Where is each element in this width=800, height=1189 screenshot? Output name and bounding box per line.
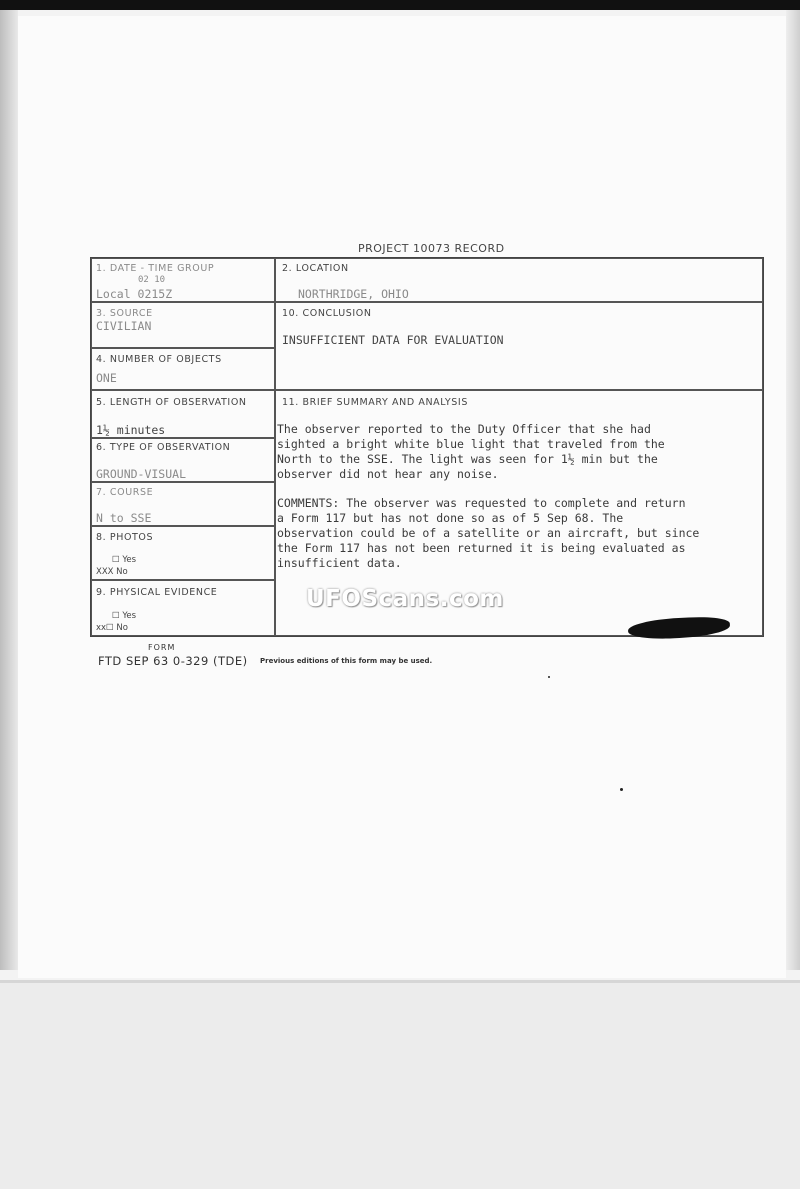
number-of-objects-value: ONE: [96, 371, 117, 385]
record-form: [90, 257, 764, 637]
date-time-group-value-1: 02 10: [138, 275, 166, 285]
conclusion-cell: [275, 302, 763, 390]
length-of-observation-cell: [91, 390, 275, 438]
scan-right-edge: [786, 10, 800, 970]
summary-paragraph: The observer reported to the Duty Officer that she had sighted a bright white blue light that traveled from the North to the SSE. The light was seen for 1½ min but the observer did not hear any noise.: [277, 422, 665, 481]
scan-speck: [620, 788, 623, 791]
source-label: 3. SOURCE: [96, 308, 153, 319]
photos-cell: [91, 526, 275, 580]
conclusion-value: INSUFFICIENT DATA FOR EVALUATION: [282, 333, 504, 347]
date-time-group-value-2: Local 0215Z: [96, 287, 173, 301]
footer-form-word: FORM: [148, 643, 176, 652]
summary-label: 11. BRIEF SUMMARY AND ANALYSIS: [282, 397, 468, 408]
physical-evidence-cell: [91, 580, 275, 636]
location-value: NORTHRIDGE, OHIO: [298, 287, 409, 301]
watermark: UFOScans.com: [306, 586, 504, 612]
scan-left-edge: [0, 10, 18, 970]
comments-paragraph: COMMENTS: The observer was requested to complete and return a Form 117 but has not done so as of 5 Sep 68. The observation could be of a satellite or an aircraft, but since the Form 117 has not been returned it is being evaluated as insufficient data.: [277, 496, 700, 570]
type-of-observation-cell: [91, 438, 275, 482]
footer-previous-editions: Previous editions of this form may be used.: [260, 657, 433, 665]
physical-evidence-yes-checkbox: ☐ Yes: [112, 611, 137, 621]
course-value: N to SSE: [96, 511, 152, 525]
number-of-objects-cell: [91, 348, 275, 390]
record-title: PROJECT 10073 RECORD: [358, 242, 505, 255]
photos-label: 8. PHOTOS: [96, 532, 154, 543]
source-value: CIVILIAN: [96, 319, 152, 333]
lower-page-edge: [0, 980, 800, 1189]
date-time-group-label: 1. DATE - TIME GROUP: [96, 263, 215, 274]
type-of-observation-value: GROUND-VISUAL: [96, 467, 187, 481]
course-label: 7. COURSE: [96, 487, 154, 498]
number-of-objects-label: 4. NUMBER OF OBJECTS: [96, 354, 222, 365]
footer-form-code: FTD SEP 63 0-329 (TDE): [98, 654, 248, 668]
physical-evidence-no-checkbox: xx☐ No: [96, 623, 128, 633]
course-cell: [91, 482, 275, 526]
physical-evidence-label: 9. PHYSICAL EVIDENCE: [96, 587, 218, 598]
photos-no-checkbox: XXX No: [96, 567, 128, 577]
summary-text: [277, 422, 757, 585]
source-cell: [91, 302, 275, 348]
length-of-observation-value: 1½ minutes: [96, 423, 166, 437]
type-of-observation-label: 6. TYPE OF OBSERVATION: [96, 442, 231, 453]
date-time-group-cell: [91, 258, 275, 302]
location-cell: [275, 258, 763, 302]
scan-top-border: [0, 0, 800, 10]
photos-yes-checkbox: ☐ Yes: [112, 555, 137, 565]
length-of-observation-label: 5. LENGTH OF OBSERVATION: [96, 397, 247, 408]
conclusion-label: 10. CONCLUSION: [282, 308, 372, 319]
location-label: 2. LOCATION: [282, 263, 349, 274]
scan-speck: [548, 676, 550, 678]
